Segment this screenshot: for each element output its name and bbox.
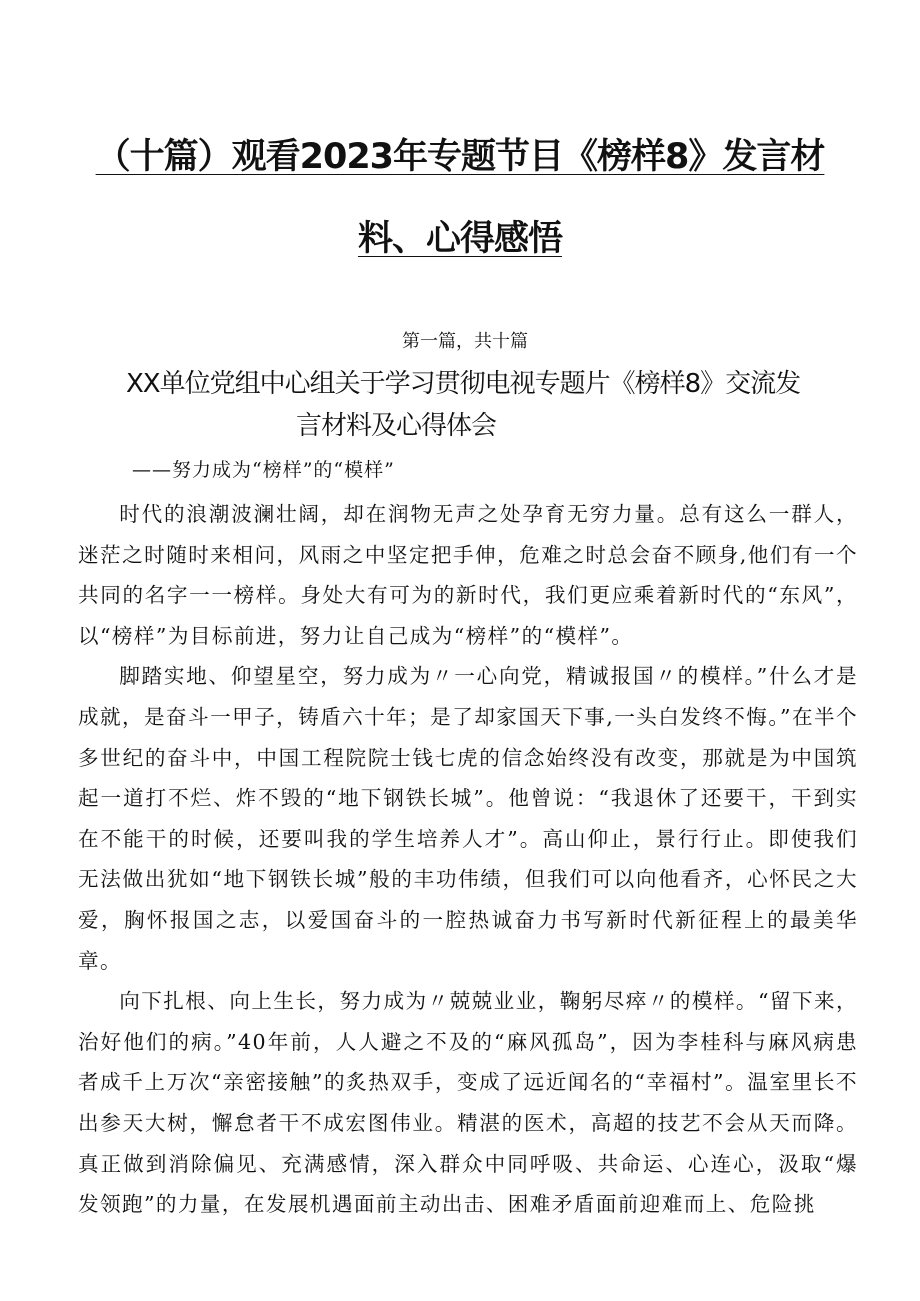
article-title-line-2: 言材料及心得体会 bbox=[296, 411, 497, 441]
article-title-line-1: XX单位党组中心组关于学习贯彻电视专题片《榜样8》交流发 bbox=[126, 369, 801, 399]
body-paragraph-2: 脚踏实地、仰望星空，努力成为〃一心向党，精诚报国〃的模样。”什么才是成就，是奋斗一甲子，铸盾六十年；是了却家国天下事,一头白发终不悔。”在半个多世纪的奋斗中，中国工程院院士钱七虎的信念始终没有改变，那就是为中国筑起一道打不烂、炸不毁的“地下钢铁长城”。他曾说：“我退休了还要干，干到实在不能干的时候，还要叫我的学生培养人才”。高山仰止，景行行止。即使我们无法做出犹如“地下钢铁长城”般的丰功伟绩，但我们可以向他看齐，心怀民之大爱，胸怀报国之志，以爱国奋斗的一腔热诚奋力书写新时代新征程上的最美华章。 bbox=[78, 664, 858, 973]
section-label: 第一篇，共十篇 bbox=[402, 331, 528, 352]
body-paragraph-3: 向下扎根、向上生长，努力成为〃兢兢业业，鞠躬尽瘁〃的模样。“留下来，治好他们的病。”40年前，人人避之不及的“麻风孤岛”，因为李桂科与麻风病患者成千上万次“亲密接触”的炙热双手，变成了远近闻名的“幸福村”。温室里长不出参天大树，懈怠者干不成宏图伟业。精湛的医术，高超的技艺不会从天而降。真正做到消除偏见、充满感情，深入群众中同呼吸、共命运、心连心，汲取“爆发领跑”的力量，在发展机遇面前主动出击、困难矛盾面前迎难而上、危险挑 bbox=[78, 989, 858, 1217]
document-title-line-2: 料、心得感悟 bbox=[357, 219, 562, 259]
document-title-line-1: （十篇）观看2023年专题节目《榜样8》发言材 bbox=[95, 137, 825, 177]
article-subheading: ——努力成为“榜样”的“模样” bbox=[132, 459, 395, 481]
body-paragraph-1: 时代的浪潮波澜壮阔，却在润物无声之处孕育无穷力量。总有这么一群人，迷茫之时随时来相问，风雨之中坚定把手伸，危难之时总会奋不顾身,他们有一个共同的名字一一榜样。身处大有可为的新时代，我们更应乘着新时代的“东风”，以“榜样”为目标前进，努力让自己成为“榜样”的“模样”。 bbox=[78, 502, 858, 648]
article-body bbox=[78, 494, 858, 1225]
